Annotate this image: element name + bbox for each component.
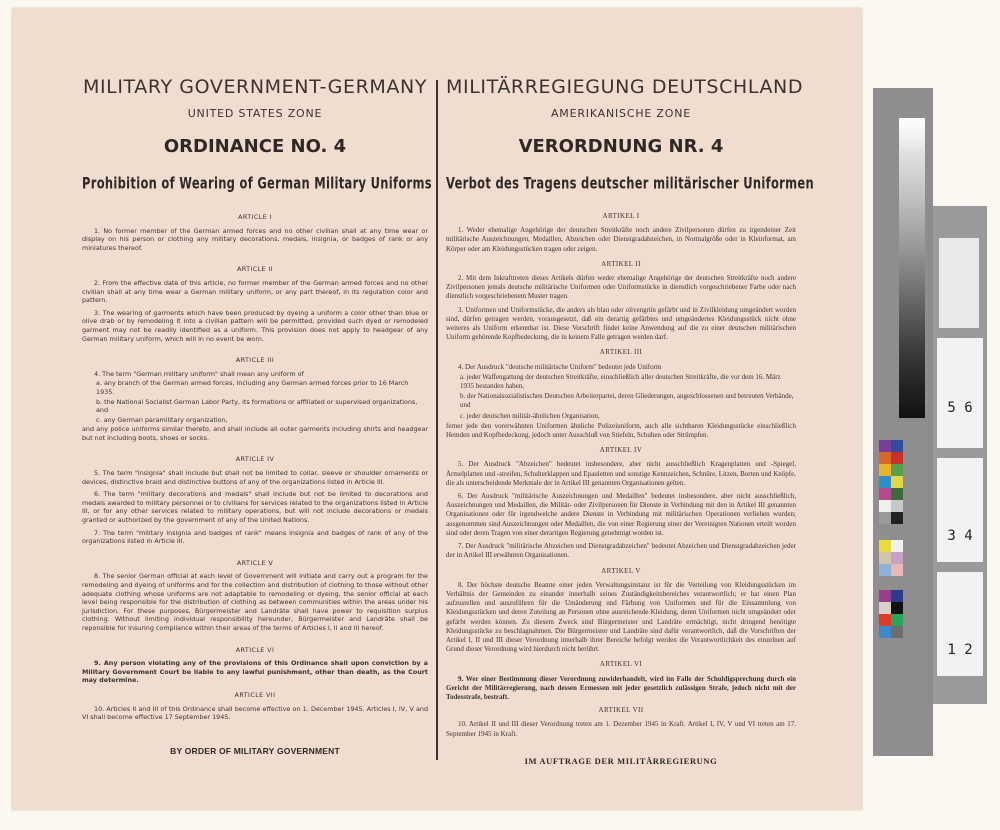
color-patch xyxy=(891,602,903,614)
paragraph: 8. Der höchste deutsche Beamte einer jeden Verwaltungsinstanz ist für die Verteilung von Kleidungsstücken im Verhältnis der Gemeinden zu einander innerhalb seines Zuständigkeitsbereiches verantwortlich; er hat einen Plan aufzustellen und auszuführen für die Umänderung und Färbung von Uniformen und für die Einsammlung von Kleidungsstücken und deren Zuteilung an Personen ohne ausreichende Kleidung, deren Uniformen nicht umgeändert oder gefärbt werden können. Zu diesem Zweck sind Bürgermeister und Landräte ermächtigt, nicht dringend benötigte Kleidungsstücke zu beschlagnahmen. Die Bürgermeister und Landräte sind dafür verantwortlich, daß die Vorschriften der Artikel I, II und III dieser Verordnung innerhalb ihrer Bereiche befolgt werden die Verantwortlichkeit des einzelnen auf Grund dieser Verordnung wird hierdurch nicht berührt. xyxy=(446,580,796,654)
color-patch xyxy=(891,464,903,476)
paragraph: 3. The wearing of garments which have been produced by dyeing a uniform a color other than blue or olive drab or by remodeling it into a civilian pattern will be permitted, provided such dyed or remodeled garment may not be readily identified as a uniform. This provision does not apply to headgear of any German military uniform, which will in no event be worn. xyxy=(82,308,428,343)
english-body xyxy=(82,200,428,726)
color-patch xyxy=(879,500,891,512)
color-patch xyxy=(891,500,903,512)
paragraph: 6. Der Ausdruck "militärische Auszeichnungen und Medaillen" bedeutet insbesondere, aber nicht ausschließlich, Auszeichnungen und Medaillen, die Militär- oder Zivilpersonen für Dienste in Verbindung mit den in Artikel III genannten Organisationen oder für irgendwelche andere Dienste in Verbindung mit militärischen Operationen verliehen wurden; ausgenommen sind Auszeichnungen oder Medaillen, die von einer Regierung einer der Vereinigten Nationen erteilt worden sind oder deren Tragen von einer derartigen Regierung genehmigt worden ist. xyxy=(446,492,796,537)
sub-item: a. jeder Waffengattung der deutschen Streitkräfte, einschließlich aller deutschen Streitkräfte, die vor dem 16. März 1935 bestanden haben, xyxy=(460,372,781,391)
color-patch xyxy=(879,564,891,576)
paragraph: 5. The term "insignia" shall include but shall not be limited to collar, sleeve or shoulder ornaments or devices, distinctive braid and distinctive buttons of any of the organizations listed in Article III. xyxy=(82,469,428,486)
sub-item: b. the National Socialist German Labor Party, its formations or affiliated or supervised organizations, and xyxy=(96,397,418,415)
color-patch xyxy=(891,564,903,576)
german-title: MILITÄRREGIEGUNG DEUTSCHLAND xyxy=(446,76,804,98)
gray-scale-wedge xyxy=(899,118,925,418)
color-patch xyxy=(891,440,903,452)
article-heading: ARTICLE IV xyxy=(235,455,275,464)
scale-label: 5 6 xyxy=(947,400,973,416)
paragraph: 6. The term "military decorations and medals" shall include but not be limited to decorations and medals awarded to military personnel or to civilians for services related to the organizations listed in Article III, or for any other services related to military operations, but will not include decorations or medals granted or authorized by the government of any of the United Nations. xyxy=(82,490,428,525)
sub-item: c. any German paramilitary organization, xyxy=(96,415,228,424)
paragraph: 3. Uniformen und Uniformstücke, die anders als blau oder olivengrün gefärbt und in Zivilkleidung umgeändert worden sind, dürfen getragen werden, vorausgesetzt, daß ein derartig gefärbtes und umgeändertes Kleidungsstück nicht ohne weiteres als Uniform erkennbar ist. Diese Vorschrift findet keine Anwendung auf die zu einer deutschen militärischen Uniform gehörende Kopfbedeckung, die in keinem Falle getragen werden darf. xyxy=(446,305,796,342)
color-patch xyxy=(879,552,891,564)
color-patch xyxy=(891,512,903,524)
color-patch xyxy=(891,626,903,638)
english-signature: BY ORDER OF MILITARY GOVERNMENT xyxy=(170,746,340,756)
color-patch xyxy=(879,512,891,524)
article-heading: ARTICLE III xyxy=(235,356,275,365)
color-patch xyxy=(891,488,903,500)
paragraph: 7. The term "military insignia and badges of rank" means insignia and badges of rank of any of the organizations listed in Article III. xyxy=(82,528,428,546)
paragraph: 4. Der Ausdruck "deutsche militärische Uniform" bedeutet jede Uniform xyxy=(458,362,662,371)
scale-label: 3 4 xyxy=(947,528,973,544)
color-patch xyxy=(891,590,903,602)
article-heading: ARTIKEL III xyxy=(599,348,643,357)
color-patch xyxy=(879,626,891,638)
color-patch xyxy=(891,452,903,464)
color-patch xyxy=(879,440,891,452)
paragraph: 8. The senior German official at each level of Government will initiate and carry out a program for the remodeling and dyeing of uniforms and for the collection and distribution of clothing to those without other adequate clothing whose uniforms are not adaptable to remodeling or dyeing, the senior official at each level being responsible for the distribution of clothing as between communities within the areas under his jurisdiction. For these purposes, Bürgermeister and Landräte shall have power to requisition surplus clothing. Without limiting individual responsibility hereunder, Bürgermeister and Landräte shall be reponsible for insuring compliance within their areas of the terms of Articles I, II and III hereof. xyxy=(82,572,428,632)
english-subject: Prohibition of Wearing of German Military Uniforms xyxy=(82,173,432,193)
scale-reference-card xyxy=(933,206,987,704)
color-patch xyxy=(891,476,903,488)
article-heading: ARTIKEL VI xyxy=(599,660,643,669)
paragraph: 5. Der Ausdruck "Abzeichen" bedeutet insbesondere, aber nicht ausschließlich Kragenplatten und -Spiegel, Ärmelplatten und -streifen, Schulterklappen und Epauletten und sonstige Kennzeichen, Schnüre, Litzen, Borten und Knöpfe, die als unterscheidende Merkmale der in Artikel III genannten Organisationen gelten. xyxy=(446,460,796,487)
color-patch xyxy=(891,552,903,564)
color-patch xyxy=(879,488,891,500)
sub-item: c. jeder deutschen militär-ähnlichen Organisation, xyxy=(460,411,600,420)
color-patches xyxy=(879,440,903,730)
color-patch xyxy=(879,602,891,614)
english-column xyxy=(82,8,432,810)
article-heading: ARTIKEL IV xyxy=(599,446,643,455)
color-reference-card xyxy=(873,88,933,756)
paragraph: and any police uniforms similar thereto, and shall include all outer garments including shirts and headgear but not including boots, shoes or socks. xyxy=(82,425,428,442)
article-heading: ARTIKEL I xyxy=(602,212,640,220)
resolution-target xyxy=(939,238,979,328)
article-heading: ARTIKEL VII xyxy=(598,706,644,715)
scale-marks xyxy=(937,458,983,562)
paragraph: 2. Mit dem Inkrafttreten dieses Artikels dürfen weder ehemalige Angehörige der deutschen Streitkräfte noch andere Zivilpersonen jemals deutsche militärische Uniformen oder Uniformstücke in dienstlich vorgeschriebener Farbe oder nach dienstlich vorgeschriebenem Muster tragen. xyxy=(446,274,796,301)
paragraph: 2. From the effective date of this article, no former member of the German armed forces and no other civilian shall at any time wear a German military uniform, or any part thereof, in its regulation color and pattern. xyxy=(82,278,428,305)
color-patch xyxy=(879,464,891,476)
column-divider xyxy=(436,80,438,760)
sub-item: a. any branch of the German armed forces, including any German armed forces prior to 16 March 1935. xyxy=(96,379,409,396)
color-patch xyxy=(879,452,891,464)
paragraph: 7. Der Ausdruck "militärische Abzeichen und Dienstgradabzeichen" bedeutet Abzeichen und Dienstgradabzeichen jeder der in Artikel III erwähnten Organisationen. xyxy=(446,542,796,560)
paragraph: 9. Any person violating any of the provisions of this Ordinance shall upon conviction by a Military Government Court be liable to any lawful punishment, other than death, as the Court may determine. xyxy=(82,659,428,685)
article-heading: ARTIKEL V xyxy=(601,566,641,575)
scale-label: 1 2 xyxy=(947,642,973,658)
german-ordinance-number: VERORDNUNG NR. 4 xyxy=(518,136,724,157)
paragraph: 4. The term "German military uniform" shall mean any uniform of xyxy=(94,369,304,378)
article-heading: ARTICLE V xyxy=(236,558,274,567)
english-zone: UNITED STATES ZONE xyxy=(187,107,323,120)
article-heading: ARTICLE II xyxy=(237,265,273,274)
paragraph: 1. No former member of the German armed forces and no other civilian shall at any time wear or display on his person or clothing any military decorations, medals, insignia, or badges of rank or any miniatures thereof. xyxy=(82,226,428,252)
german-body xyxy=(446,206,796,743)
sub-item: b. der Nationalsozialistischen Deutschen Arbeiterpartei, deren Gliederungen, angeschlossenen und betreuten Verbände, und xyxy=(460,392,794,410)
paragraph: 1. Weder ehemalige Angehörige der deutschen Streitkräfte noch andere Zivilpersonen dürfen zu irgendeiner Zeit militärische Auszeichnungen, Medaillen, Abzeichen oder Dienstgradabzeichen, in Normalgröße oder in Kleinformat, am Körper oder am Kleidungsstücken tragen oder zeigen. xyxy=(446,226,796,253)
color-patch xyxy=(879,540,891,552)
scale-marks xyxy=(937,572,983,676)
paragraph: 10. Articles II and III of this Ordinance shall become effective on 1. December 1945. Articles I, IV, V and VI shall become effective 17 September 1945. xyxy=(82,704,428,722)
english-ordinance-number: ORDINANCE NO. 4 xyxy=(163,136,347,157)
color-patch xyxy=(891,614,903,626)
paragraph: 9. Wer einer Bestimmung dieser Verordnung zuwiderhandelt, wird im Falle der Schuldigsprechung durch ein Gericht der Militärregierung, nach dessen Ermessen mit jeder gesetzlich zulässigen Strafe, jedoch nicht mit der Todesstrafe, bestraft. xyxy=(446,674,796,701)
german-subject: Verbot des Tragens deutscher militärischer Uniformen xyxy=(446,173,814,193)
article-heading: ARTICLE I xyxy=(238,213,272,221)
german-signature: IM AUFTRAGE DER MILITÄRREGIERUNG xyxy=(524,756,718,766)
paragraph: 10. Artikel II und III dieser Verordnung treten am 1. Dezember 1945 in Kraft. Artikel I, IV, V und VI treten am 17. September 1945 in Kraft. xyxy=(446,720,796,738)
color-patch xyxy=(879,476,891,488)
scale-marks xyxy=(937,338,983,448)
german-zone: AMERIKANISCHE ZONE xyxy=(550,107,692,120)
color-patch xyxy=(879,590,891,602)
article-heading: ARTIKEL II xyxy=(601,259,641,268)
ordinance-poster xyxy=(12,8,862,810)
color-patch xyxy=(879,614,891,626)
article-heading: ARTICLE VI xyxy=(235,645,275,654)
german-column xyxy=(446,8,814,810)
paragraph: ferner jede den vorerwähnten Uniformen ähnliche Polizeiuniform, auch alle sichtbaren Kleidungsstücke einschließlich Hemden und Kopfbedeckung, jedoch unter Ausschluß von Stiefeln, Schuhen oder Strümpfen. xyxy=(446,421,796,440)
color-patch xyxy=(891,540,903,552)
article-heading: ARTICLE VII xyxy=(234,690,276,699)
english-title: MILITARY GOVERNMENT-GERMANY xyxy=(82,76,428,98)
